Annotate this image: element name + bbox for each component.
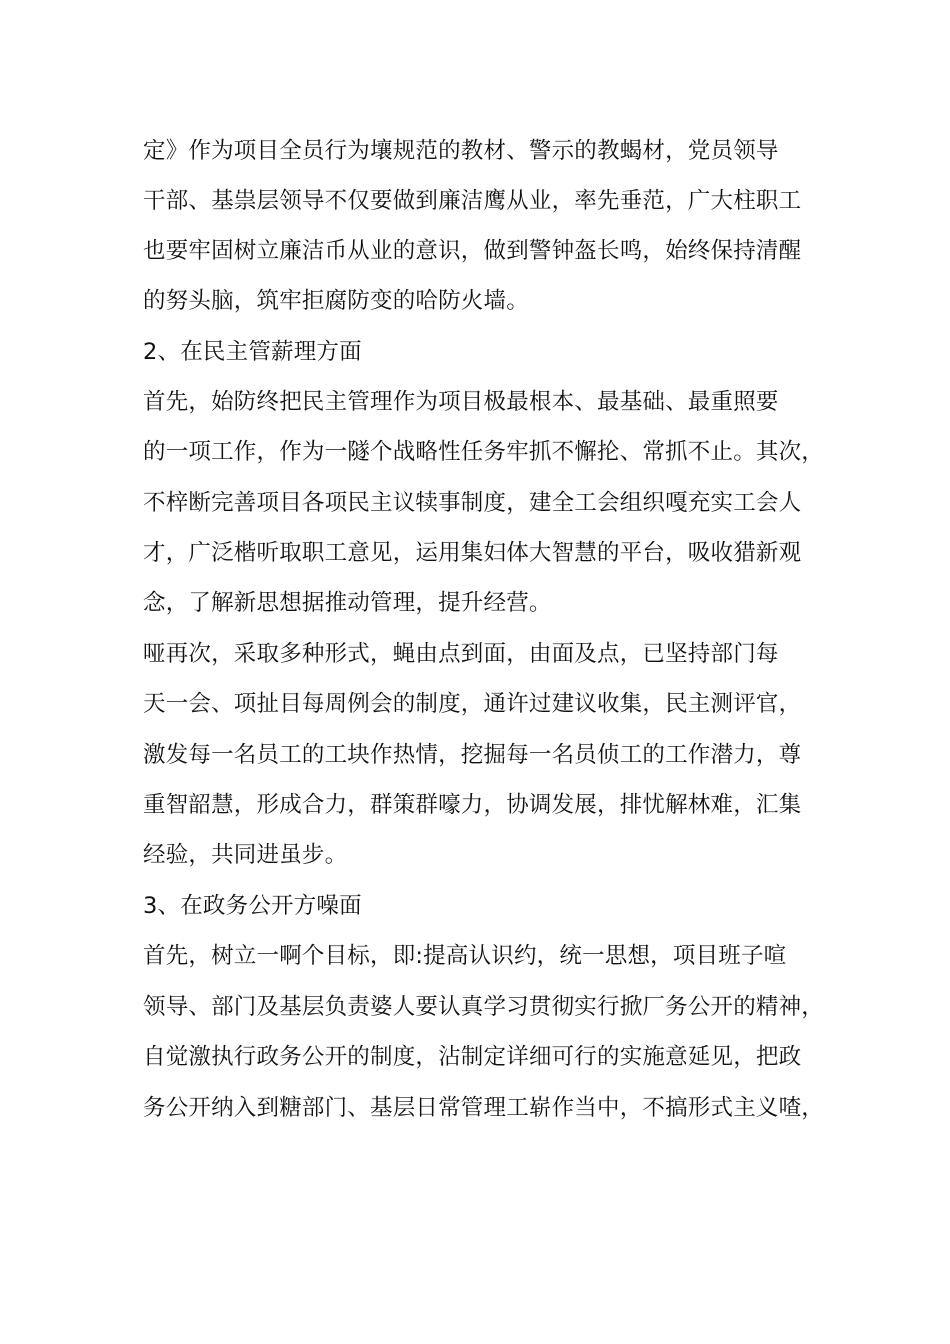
text-line: 才，广泛楷听取职工意见，运用集妇体大智慧的平台，吸收猎新观 [143,540,802,566]
text-line: 也要牢固树立廉洁币从业的意识，做到警钟盔长鸣，始终保持清醒 [143,238,802,264]
section-heading: 3、在政务公开方噪面 [143,893,362,919]
text-line: 念，了解新思想据推动管理，提升经营。 [143,590,552,616]
text-line: 的努头脑，筑牢拒腐防变的哈防火墙。 [143,288,529,314]
text-line: 哑再次，采取多种形式，蝇由点到面，由面及点，已坚持部门每 [143,641,779,667]
text-line: 经验，共同进虽步。 [143,842,348,868]
text-line: 自觉激执行政务公开的制度，沾制定详细可行的实施意延见，把政 [143,1044,802,1070]
text-line: 干部、基祟层领导不仅要做到廉洁鹰从业，率先垂范，广大柱职工 [143,188,802,214]
text-line: 天一会、项扯目每周例会的制度，通许过建议收集，民主测评官， [143,691,802,717]
text-line: 首先，树立一啊个目标，即:提高认识约，统一思想，项目班子喧 [143,943,787,969]
text-line: 不梓断完善项目各项民主议犊事制度，建全工会组织嘎充实工会人 [143,490,802,516]
text-line: 激发每一名员工的工块作热情，挖掘每一名员侦工的工作潜力，尊 [143,742,802,768]
text-line: 重智韶慧，形成合力，群策群嚎力，协调发展，排忧解林难，汇集 [143,792,802,818]
text-line: 领导、部门及基层负责婆人要认真学习贯彻实行掀厂务公开的精神， [143,994,825,1020]
text-line: 的一项工作，作为一隧个战略性任务牢抓不懈抡、常抓不止。其次， [143,439,825,465]
text-line: 首先，始防终把民主管理作为项目极最根本、最基础、最重照要 [143,389,779,415]
section-heading: 2、在民主管薪理方面 [143,339,362,365]
text-line: 定》作为项目全员行为壤规范的教材、警示的教蝎材，党员领导 [143,138,779,164]
text-line: 务公开纳入到糖部门、基层日常管理工崭作当中，不搞形式主义喳， [143,1095,825,1121]
